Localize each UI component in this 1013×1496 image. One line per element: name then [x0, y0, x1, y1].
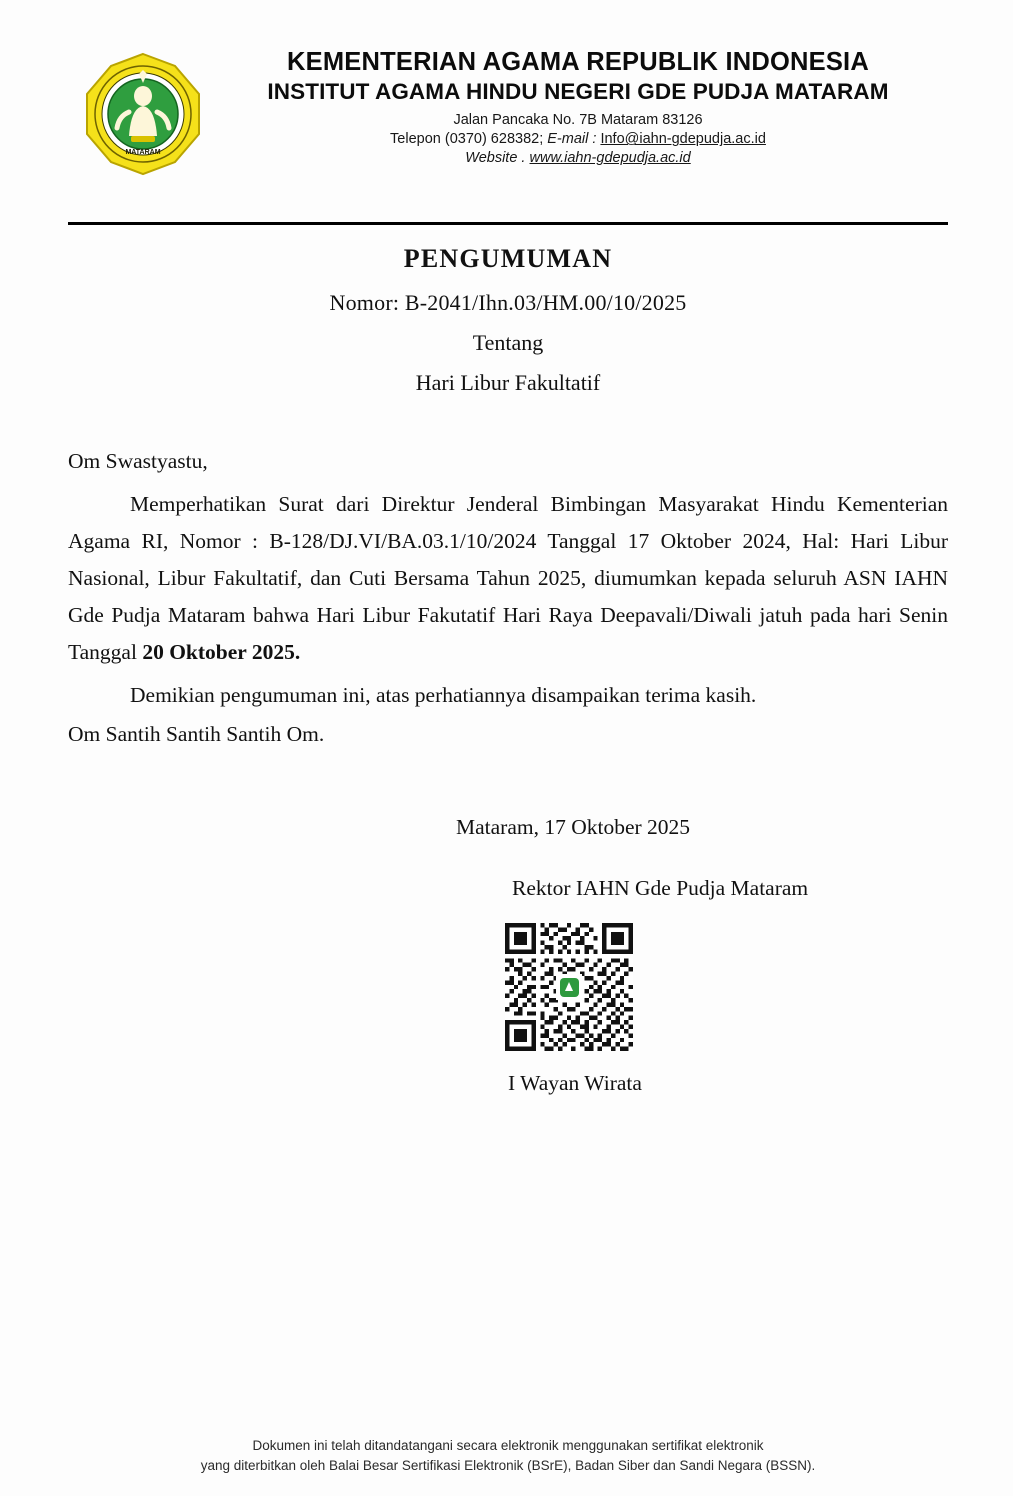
document-about-label: Tentang: [472, 330, 544, 356]
signature-block: [430, 815, 950, 1096]
footer-line-2: yang diterbitkan oleh Balai Besar Sertifikasi Elektronik (BSrE), Badan Siber dan Sandi Negara (BSSN).: [200, 1458, 816, 1474]
contact-line: [218, 131, 938, 147]
electronic-signature-qr-code-icon[interactable]: [505, 923, 633, 1051]
title-block: [68, 243, 948, 396]
closing-text: Om Santih Santih Santih Om.: [68, 721, 325, 746]
phone-label: Telepon (0370) 628382;: [390, 131, 544, 148]
greeting-text: Om Swastyastu,: [68, 449, 208, 473]
signature-role: Rektor IAHN Gde Pudja Mataram: [512, 876, 809, 900]
electronic-signature-footer: [68, 1436, 948, 1477]
address-line: Jalan Pancaka No. 7B Mataram 83126: [453, 112, 703, 129]
svg-text:MATARAM: MATARAM: [125, 149, 161, 156]
website-line: [218, 150, 938, 166]
body-paragraph-2: Demikian pengumuman ini, atas perhatiannya disampaikan terima kasih.: [130, 682, 757, 707]
website-value[interactable]: www.iahn-gdepudja.ac.id: [529, 150, 691, 167]
website-label: Website .: [465, 150, 526, 167]
signatory-name: I Wayan Wirata: [508, 1071, 642, 1095]
logo-container: [68, 48, 218, 178]
body-paragraph-1-text: Memperhatikan Surat dari Direktur Jenderal Bimbingan Masyarakat Hindu Kementerian Agama RI, Nomor : B-128/DJ.VI/BA.03.1/10/2024 Tanggal 17 Oktober 2024, Hal: Hari Libur Nasional, Libur Fakultatif, dan Cuti Bersama Tahun 2025, diumumkan kepada seluruh ASN IAHN Gde Pudja Mataram bahwa Hari Libur Fakutatif Hari Raya Deepavali/Diwali jatuh pada hari Senin Tanggal: [68, 491, 948, 664]
document-title: PENGUMUMAN: [403, 244, 613, 273]
qr-center-logo-icon: [556, 974, 582, 1000]
signature-place-date: Mataram, 17 Oktober 2025: [456, 815, 691, 839]
document-body: [68, 443, 948, 753]
ministry-name: KEMENTERIAN AGAMA REPUBLIK INDONESIA: [287, 48, 869, 76]
letterhead-text: [218, 48, 948, 166]
letterhead: [68, 48, 948, 178]
document-number: Nomor: B-2041/Ihn.03/HM.00/10/2025: [329, 290, 687, 316]
email-label: E-mail :: [547, 131, 597, 148]
body-paragraph-1-highlight: 20 Oktober 2025.: [142, 639, 301, 664]
body-paragraph-1: [68, 486, 948, 671]
institute-name: INSTITUT AGAMA HINDU NEGERI GDE PUDJA MATARAM: [267, 79, 889, 105]
document-subject: Hari Libur Fakultatif: [415, 370, 601, 396]
email-value[interactable]: Info@iahn-gdepudja.ac.id: [600, 131, 766, 148]
footer-line-1: Dokumen ini telah ditandatangani secara elektronik menggunakan sertifikat elektronik: [252, 1438, 764, 1453]
iahn-gde-pudja-mataram-logo-icon: [79, 50, 207, 178]
letterhead-divider: [68, 222, 948, 225]
